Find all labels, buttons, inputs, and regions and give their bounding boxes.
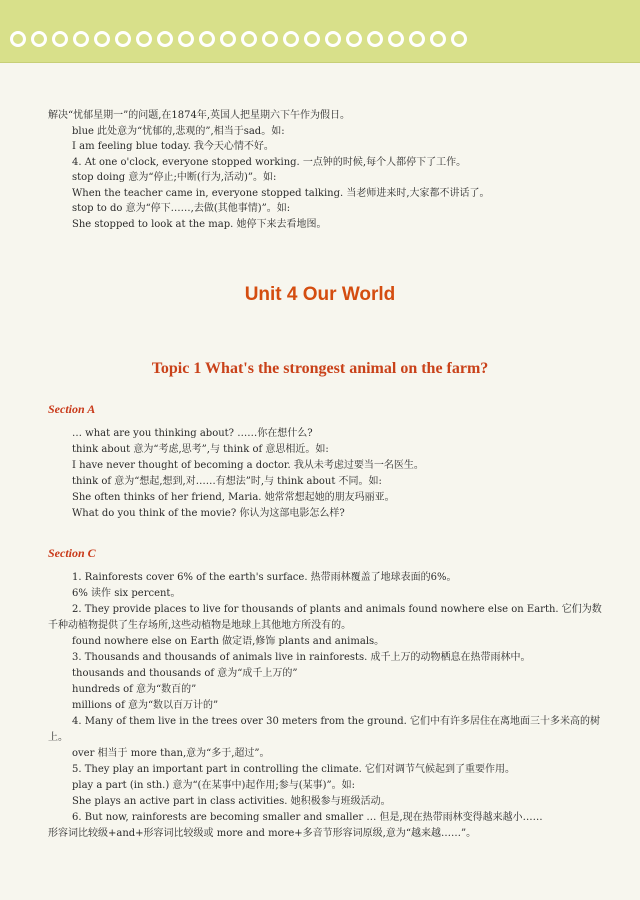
section-a-heading: Section A [48, 402, 96, 416]
decorative-circle [430, 31, 446, 47]
note-line: 形容词比较级+and+形容词比较级或 more and more+多音节形容词原级,意为“越来越……”。 [48, 828, 477, 839]
decorative-circle [73, 31, 89, 47]
continued-notes [48, 108, 608, 232]
decorative-circle [10, 31, 26, 47]
note-line: I am feeling blue today. 我今天心情不好。 [72, 141, 274, 152]
decorative-circle [31, 31, 47, 47]
decorative-circle [241, 31, 257, 47]
decorative-circle [409, 31, 425, 47]
note-line: She plays an active part in class activities. 她积极参与班级活动。 [72, 796, 391, 807]
note-line: think of 意为“想起,想到,对……有想法”时,与 think about 不同。如: [72, 476, 382, 487]
note-line: 4. At one o'clock, everyone stopped working. 一点钟的时候,每个人都停下了工作。 [72, 156, 467, 168]
topic-title: Topic 1 What's the strongest animal on the farm? [151, 360, 489, 377]
note-line: 3. Thousands and thousands of animals live in rainforests. 成千上万的动物栖息在热带雨林中。 [72, 652, 531, 663]
decorative-circle [220, 31, 236, 47]
section-c-notes [48, 570, 608, 842]
note-line: hundreds of 意为“数百的” [72, 684, 197, 695]
decorative-circle [136, 31, 152, 47]
unit-title: Unit 4 Our World [244, 284, 396, 305]
decorative-circle [304, 31, 320, 47]
note-line: What do you think of the movie? 你认为这部电影怎么样? [72, 508, 345, 519]
note-line: 1. Rainforests cover 6% of the earth's surface. 热带雨林覆盖了地球表面的6%。 [72, 572, 457, 583]
note-line: 4. Many of them live in the trees over 30 meters from the ground. 它们中有许多居住在离地面三十多米高的树上。 [48, 716, 601, 743]
decorative-circle [262, 31, 278, 47]
note-line: 5. They play an important part in controlling the climate. 它们对调节气候起到了重要作用。 [72, 764, 515, 775]
decorative-circle [388, 31, 404, 47]
decorative-circle [52, 31, 68, 47]
decorative-circle [283, 31, 299, 47]
note-line: stop doing 意为“停止;中断(行为,活动)”。如: [72, 172, 277, 183]
note-line: I have never thought of becoming a doctor. 我从未考虑过要当一名医生。 [72, 460, 424, 471]
note-line: … what are you thinking about? ……你在想什么? [72, 428, 313, 439]
note-line: 6. But now, rainforests are becoming smaller and smaller … 但是,现在热带雨林变得越来越小…… [72, 812, 543, 823]
section-c-heading: Section C [48, 546, 96, 560]
note-line: She often thinks of her friend, Maria. 她常常想起她的朋友玛丽亚。 [72, 492, 395, 503]
decorative-circle [178, 31, 194, 47]
decorative-circle [451, 31, 467, 47]
decorative-header-band [0, 0, 640, 63]
note-line: 6% 读作 six percent。 [72, 588, 181, 599]
decorative-circle [94, 31, 110, 47]
section-a-notes [48, 426, 608, 522]
decorative-circle [367, 31, 383, 47]
note-line: play a part (in sth.) 意为“(在某事中)起作用;参与(某事)”。如: [72, 780, 356, 791]
note-line: thousands and thousands of 意为“成千上万的” [72, 668, 298, 679]
note-line: blue 此处意为“忧郁的,悲观的”,相当于sad。如: [72, 125, 285, 137]
note-line: 2. They provide places to live for thousands of plants and animals found nowhere else on Earth. 它们为数千种动植物提供了生存场所,这些动植物是地球上其他地方所没有的。 [48, 604, 602, 631]
note-line: 解决“忧郁星期一”的问题,在1874年,英国人把星期六下午作为假日。 [48, 110, 351, 121]
note-line: found nowhere else on Earth 做定语,修饰 plants and animals。 [72, 636, 385, 647]
note-line: She stopped to look at the map. 她停下来去看地图。 [72, 218, 327, 230]
note-line: think about 意为“考虑,思考”,与 think of 意思相近。如: [72, 444, 329, 455]
decorative-circle-row [10, 24, 640, 54]
note-line: When the teacher came in, everyone stopped talking. 当老师进来时,大家都不讲话了。 [72, 187, 490, 199]
decorative-circle [199, 31, 215, 47]
note-line: millions of 意为“数以百万计的” [72, 700, 219, 711]
note-line: over 相当于 more than,意为“多于,超过”。 [72, 748, 270, 759]
note-line: stop to do 意为“停下……,去做(其他事情)”。如: [72, 203, 291, 214]
decorative-circle [346, 31, 362, 47]
decorative-circle [325, 31, 341, 47]
decorative-circle [157, 31, 173, 47]
decorative-circle [115, 31, 131, 47]
